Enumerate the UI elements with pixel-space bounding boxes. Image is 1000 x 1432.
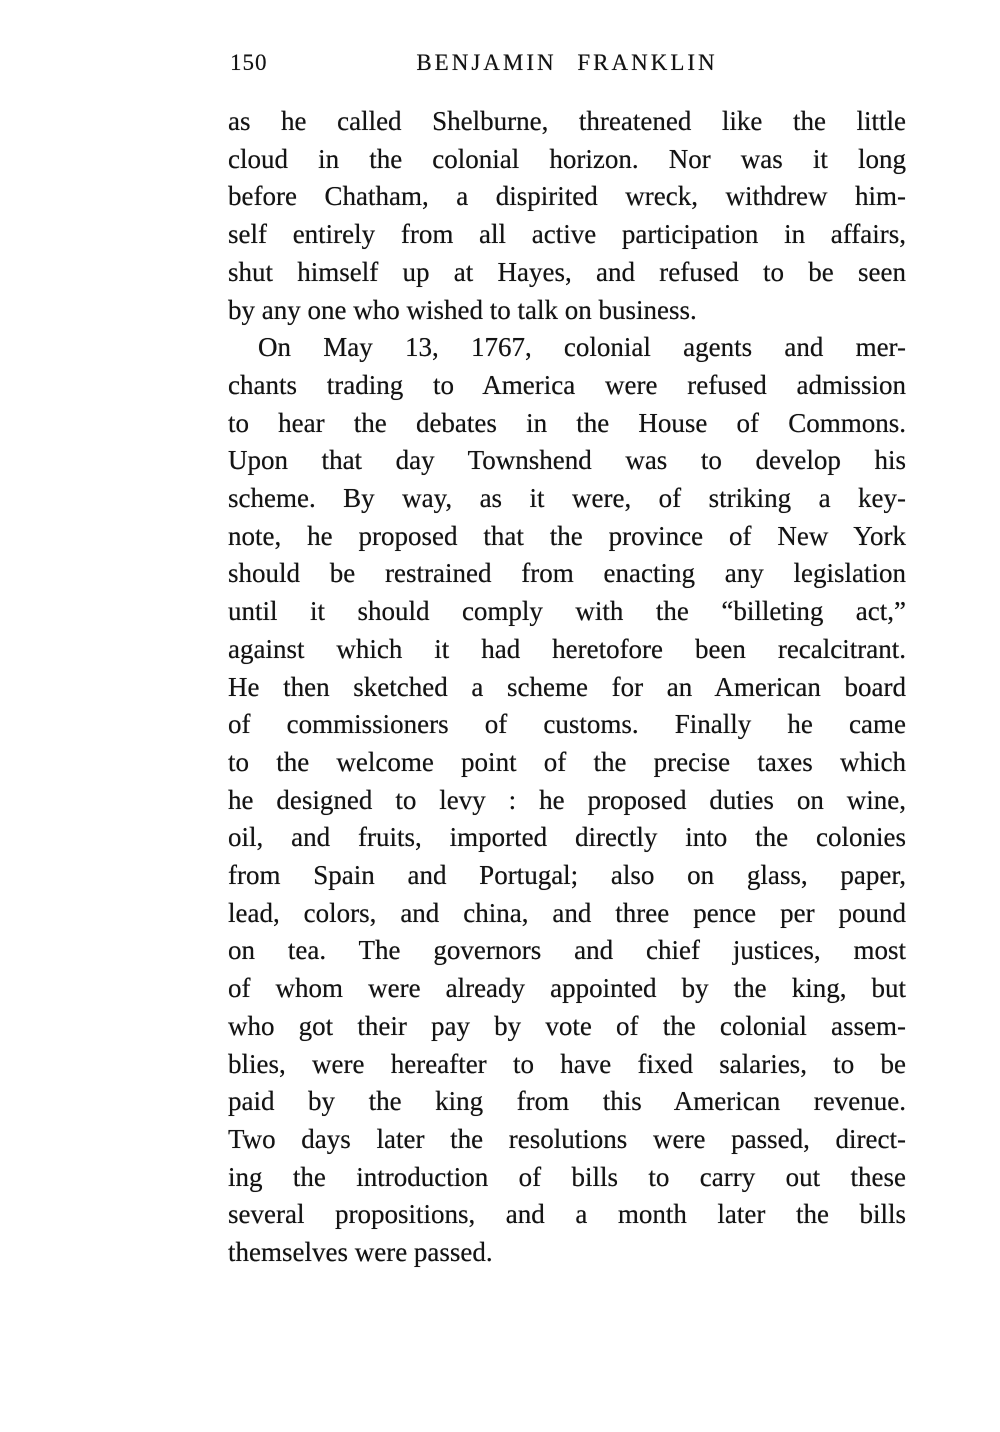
text-line: of commissioners of customs. Finally he came [228, 709, 906, 740]
text-line: from Spain and Portugal; also on glass, paper, [228, 860, 906, 891]
text-line: on tea. The governors and chief justices, most [228, 935, 906, 966]
paragraph [228, 103, 906, 329]
body-text [228, 103, 906, 1272]
text-line: before Chatham, a dispirited wreck, withdrew him- [228, 181, 906, 212]
text-line: He then sketched a scheme for an American board [228, 671, 906, 702]
text-line: several propositions, and a month later the bills [228, 1199, 906, 1230]
text-line: of whom were already appointed by the king, but [228, 973, 906, 1004]
text-line: by any one who wished to talk on business. [228, 294, 697, 325]
paragraph [228, 329, 906, 1272]
text-line: to the welcome point of the precise taxes which [228, 746, 906, 777]
text-line: he designed to levy : he proposed duties on wine, [228, 784, 906, 815]
text-line: against which it had heretofore been recalcitrant. [228, 633, 906, 664]
text-line: shut himself up at Hayes, and refused to be seen [228, 256, 906, 287]
text-line: who got their pay by vote of the colonial assem- [228, 1010, 906, 1041]
text-line: chants trading to America were refused admission [228, 369, 906, 400]
page-number: 150 [230, 50, 268, 75]
text-line: Two days later the resolutions were passed, direct- [228, 1123, 906, 1154]
text-line: self entirely from all active participation in affairs, [228, 219, 906, 250]
text-line: blies, were hereafter to have fixed salaries, to be [228, 1048, 906, 1079]
text-line: until it should comply with the “billeting act,” [228, 596, 906, 627]
text-line: paid by the king from this American revenue. [228, 1086, 906, 1117]
text-line: lead, colors, and china, and three pence per pound [228, 897, 906, 928]
text-line: On May 13, 1767, colonial agents and mer- [258, 332, 906, 363]
text-line: as he called Shelburne, threatened like the little [228, 106, 906, 136]
text-line: note, he proposed that the province of New York [228, 520, 906, 551]
text-line: to hear the debates in the House of Commons. [228, 407, 906, 438]
text-line: oil, and fruits, imported directly into the colonies [228, 822, 906, 853]
text-line: should be restrained from enacting any legislation [228, 558, 906, 589]
text-line: themselves were passed. [228, 1237, 493, 1268]
running-head: BENJAMIN FRANKLIN [416, 50, 718, 75]
text-line: Upon that day Townshend was to develop his [228, 445, 906, 476]
page-header [228, 50, 906, 80]
text-line: cloud in the colonial horizon. Nor was it long [228, 143, 906, 174]
text-line: scheme. By way, as it were, of striking a key- [228, 483, 906, 514]
text-line: ing the introduction of bills to carry out these [228, 1161, 906, 1192]
